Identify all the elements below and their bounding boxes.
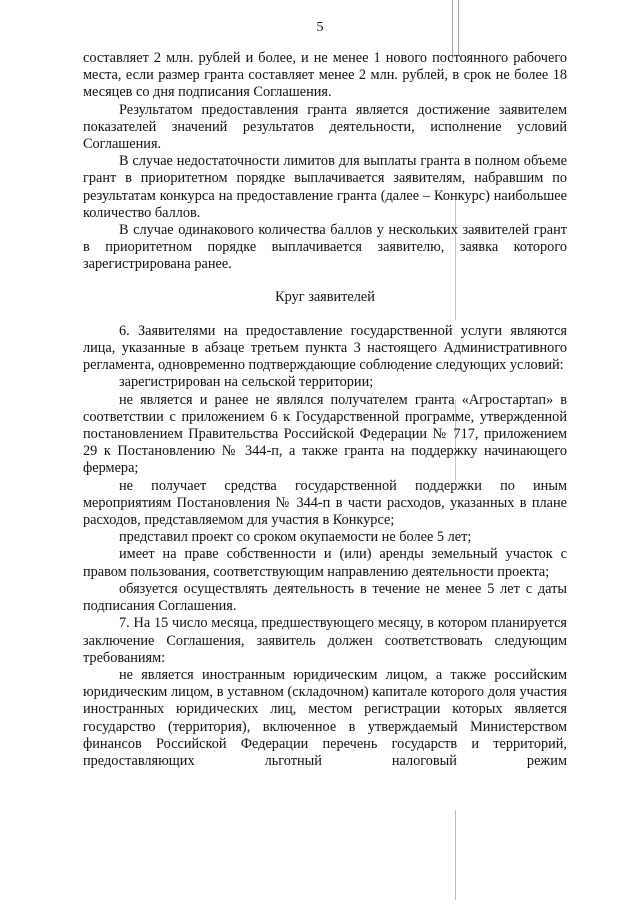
paragraph: составляет 2 млн. рублей и более, и не менее 1 нового постоянного рабочего места, если размер гранта составляет менее 2 млн. рублей, в срок не более 18 месяцев со дня подписания Соглашения.	[83, 50, 567, 101]
list-item: обязуется осуществлять деятельность в течение не менее 5 лет с даты подписания Соглашения.	[83, 580, 567, 615]
list-item: не получает средства государственной поддержки по иным мероприятиям Постановления № 344-п в части расходов, указанных в плане расходов, представляемом для участия в Конкурсе;	[83, 477, 567, 529]
scan-artifact-line	[455, 810, 456, 900]
paragraph: В случае одинакового количества баллов у нескольких заявителей грант в приоритетном порядке выплачивается заявителю, заявка которого зарегистрирована ранее.	[83, 222, 567, 273]
paragraph: 6. Заявителями на предоставление государственной услуги являются лица, указанные в абзаце третьем пункта 3 настоящего Административного регламента, одновременно подтверждающие соблюдение следующих условий:	[83, 322, 567, 374]
body-text	[83, 50, 567, 770]
page-number: 5	[316, 20, 324, 35]
paragraph: 7. На 15 число месяца, предшествующего месяцу, в котором планируется заключение Соглашения, заявитель должен соответствовать следующим требованиям:	[83, 615, 567, 666]
list-item: представил проект со сроком окупаемости не более 5 лет;	[119, 529, 472, 546]
list-item: не является и ранее не являлся получателем гранта «Агростартап» в соответствии с приложением 6 к Государственной программе, утвержденной постановлением Правительства Российской Федерации № 717, приложением 29 к Постановлению № 344-п, а также гранта на поддержку начинающего фермера;	[83, 391, 567, 477]
section-heading: Круг заявителей	[275, 288, 375, 305]
list-item: зарегистрирован на сельской территории;	[119, 374, 374, 391]
list-item: не является иностранным юридическим лицом, а также российским юридическим лицом, в уставном (складочном) капитале которого доля участия иностранных юридических лиц, местом регистрации которых является государство (территория), включенное в утверждаемый Министерством финансов Российской Федерации перечень государств и территорий, предоставляющих льготный налоговый режим	[83, 666, 567, 769]
list-item: имеет на праве собственности и (или) аренды земельный участок с правом пользования, соответствующим направлению деятельности проекта;	[83, 546, 567, 580]
paragraph: В случае недостаточности лимитов для выплаты гранта в полном объеме грант в приоритетном порядке выплачивается заявителям, набравшим по результатам конкурса на предоставление гранта (далее – Конкурс) наибольшее количество баллов.	[83, 153, 567, 221]
paragraph: Результатом предоставления гранта является достижение заявителем показателей значений результатов деятельности, исполнение условий Соглашения.	[83, 101, 567, 153]
